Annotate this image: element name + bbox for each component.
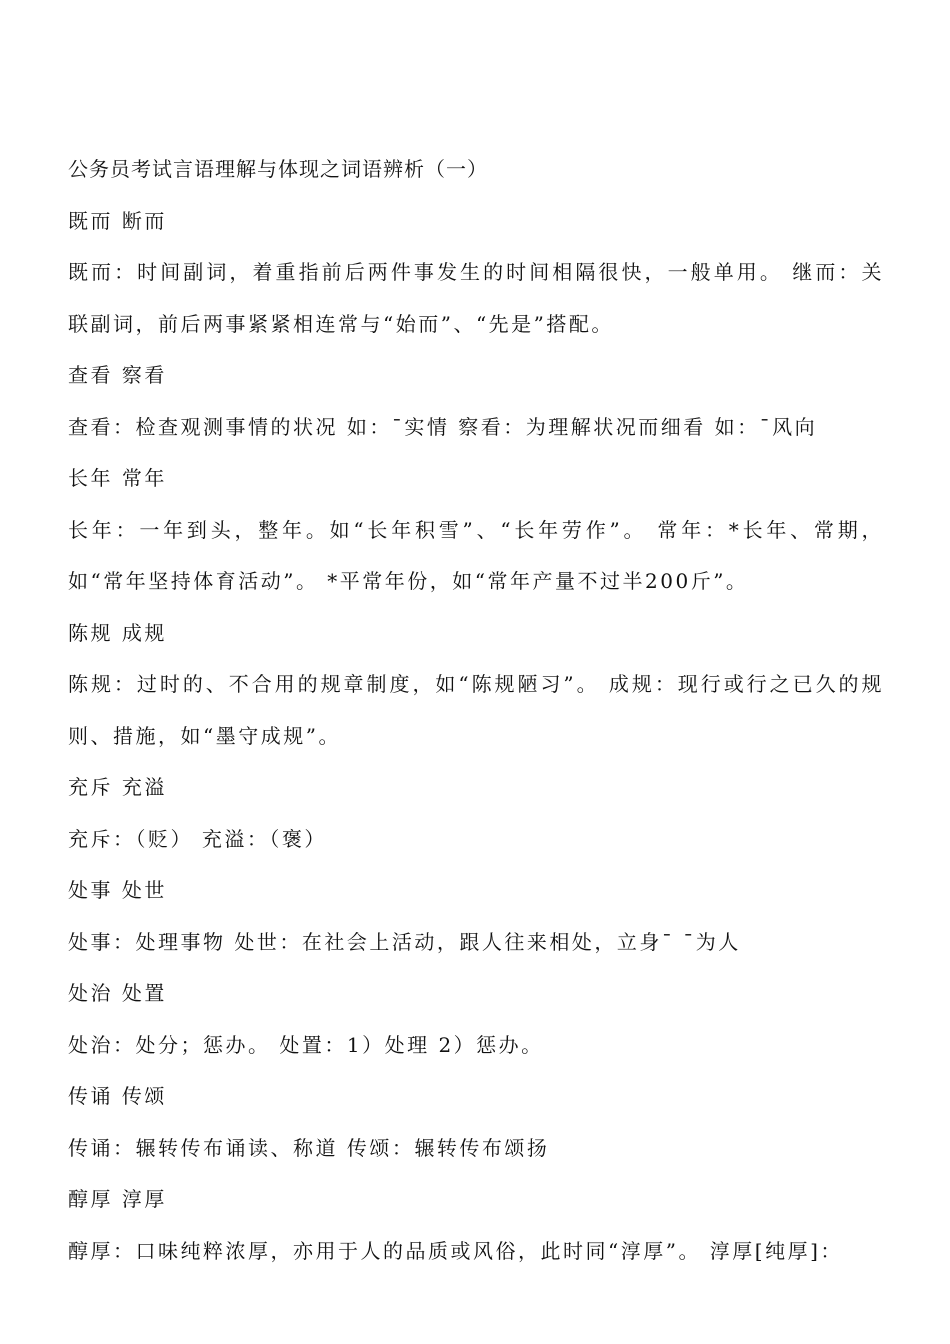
document-title: 公务员考试言语理解与体现之词语辨析（一） [68, 157, 488, 181]
entry-body: 醇厚：口味纯粹浓厚，亦用于人的品质或风俗，此时同“淳厚”。 淳厚[纯厚]： [68, 1238, 843, 1263]
entry-body: 处治：处分；惩办。 处置：1）处理 2）惩办。 [68, 1032, 544, 1057]
entry-body: 查看：检查观测事情的状况 如：¯实情 察看：为理解状况而细看 如：¯风向 [68, 414, 818, 439]
entry-heading: 醇厚 淳厚 [68, 1187, 167, 1211]
entry-heading: 陈规 成规 [68, 620, 167, 645]
entry-body: 充斥：（贬） 充溢：（褒） [68, 826, 327, 851]
entry-heading: 充斥 充溢 [68, 775, 167, 799]
entry-heading: 查看 察看 [68, 363, 167, 387]
entry-body: 长年：一年到头，整年。如“长年积雪”、“长年劳作”。 常年：*长年、常期，如“常年坚持体育活动”。 *平常年份，如“常年产量不过半200斤”。 [68, 517, 884, 593]
entry-heading: 处事 处世 [68, 878, 167, 902]
entry-heading: 既而 断而 [68, 208, 167, 233]
entry-body: 陈规：过时的、不合用的规章制度，如“陈规陋习”。 成规：现行或行之已久的规则、措施，如“墨守成规”。 [68, 672, 884, 748]
entry-body: 既而：时间副词，着重指前后两件事发生的时间相隔很快，一般单用。 继而：关联副词，前后两事紧紧相连常与“始而”、“先是”搭配。 [68, 260, 884, 336]
entry-heading: 长年 常年 [68, 466, 167, 490]
entry-heading: 传诵 传颂 [68, 1084, 167, 1108]
entry-body: 传诵：辗转传布诵读、称道 传颂：辗转传布颂扬 [68, 1135, 550, 1160]
entry-heading: 处治 处置 [68, 981, 167, 1005]
document-content [68, 144, 884, 1277]
entry-body: 处事：处理事物 处世：在社会上活动，跟人往来相处，立身¯ ¯为人 [68, 929, 741, 954]
